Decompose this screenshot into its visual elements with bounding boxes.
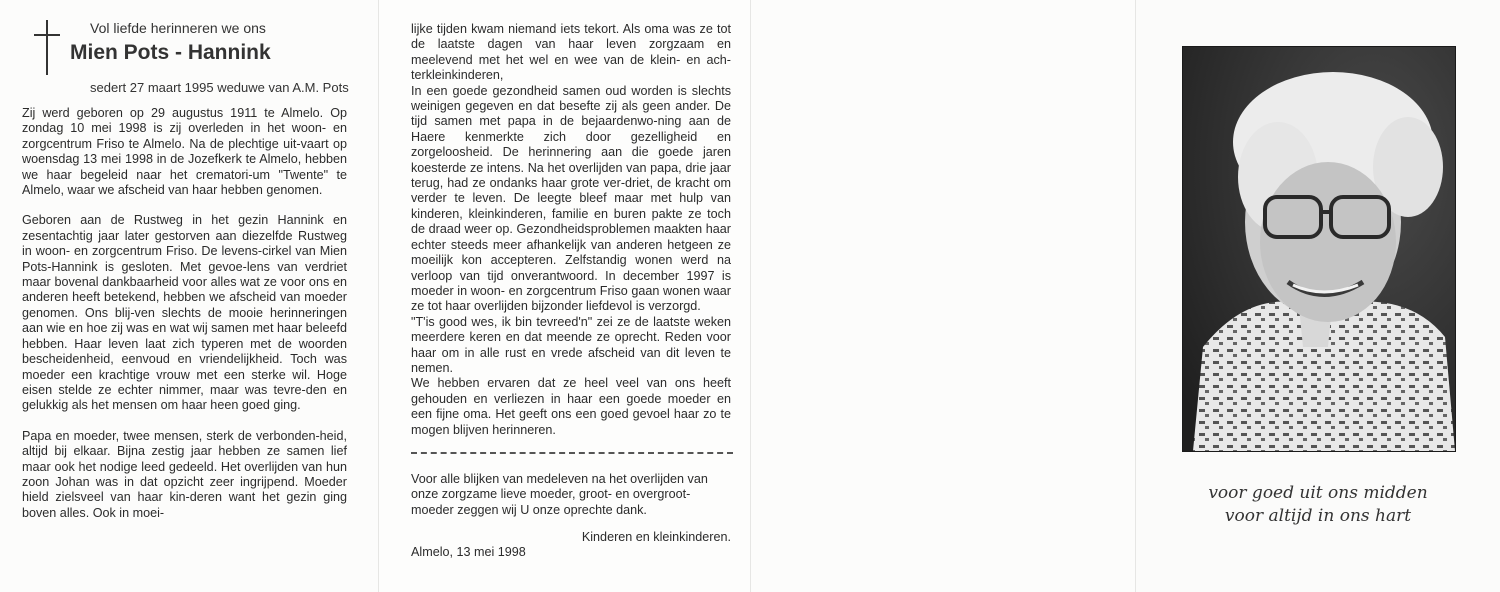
portrait-illustration: [1183, 47, 1455, 451]
widow-note: sedert 27 maart 1995 weduwe van A.M. Pots: [90, 80, 349, 95]
paragraph: Papa en moeder, twee mensen, sterk de verbonden-heid, altijd bij elkaar. Bijna zestig jaar hebben ze samen lief maar ook het nodige leed gedeeld. Het overlijden van hun zoon Johan was in dat opzicht zeer ingrijpend. Moeder hield zielsveel van haar kin-deren want het gezin ging boven alles. Ook in moei-: [22, 428, 347, 520]
paragraph: Geboren aan de Rustweg in het gezin Hannink en zesentachtig jaar later gestorven aan diezelfde Rustweg in woon- en zorgcentrum Friso. De levens-cirkel van Mien Pots-Hannink is gesloten. Met gevoe-lens van verdriet maar bovenal dankbaarheid voor alles wat ze voor ons en anderen heeft betekend, hebben we afscheid van moeder genomen. Ons blij-ven slechts de mooie herinneringen aan wie en hoe zij was en wat wij samen met haar beleefd hebben. Haar leven laat zich typeren met de woorden bescheidenheid, eenvoud en vriendelijkheid. Toch was moeder een krachtige vrouw met een sterke wil. Hoge eisen stelde ze echter nimmer, maar was tevre-den en gelukkig als het mensen om haar heen goed ging.: [22, 213, 347, 413]
verse-line: voor altijd in ons hart: [1224, 506, 1412, 526]
intro-text: Vol liefde herinneren we ons: [90, 20, 266, 36]
dashed-divider: [411, 452, 733, 454]
paragraph: "T'is good wes, ik bin tevreed'n" zei ze de laatste weken meerdere keren en dat meende ze oprecht. Reden voor haar om in alle rust en vrede afscheid van dit leven te nemen.: [411, 314, 731, 375]
text-column-1: [22, 106, 347, 536]
signoff: Kinderen en kleinkinderen.: [581, 530, 731, 544]
text-column-2: [411, 22, 731, 438]
paragraph: In een goede gezondheid samen oud worden is slechts weinigen gegeven en dat besefte zij als geen ander. De tijd samen met papa in de bejaardenwo-ning aan de Haere kenmerkte zich door gezelligheid en zorgeloosheid. De herinnering aan die goede jaren koesterde ze intens. Na het overlijden van papa, drie jaar terug, had ze ondanks haar grote ver-driet, de kracht om verder te leven. De leegte bleef maar met hulp van kinderen, kleinkinderen, familie en buren pakte ze toch de draad weer op. Gezondheidsproblemen maakten haar echter steeds meer afhankelijk van anderen hetgeen ze moeilijk kon accepteren. Zelfstandig wonen werd na verloop van tijd onverantwoord. In december 1997 is moeder in woon- en zorgcentrum Friso gaan wonen waar ze tot haar overlijden bijzonder liefdevol is verzorgd.: [411, 83, 731, 314]
portrait-photo: [1182, 46, 1456, 452]
panel-blank: [750, 0, 1135, 592]
paragraph: We hebben ervaren dat ze heel veel van ons heeft gehouden en verliezen in haar een goede moeder en een fijne oma. Het geeft ons een goed gevoel haar zo te mogen blijven herinneren.: [411, 376, 731, 437]
thanks-text: Voor alle blijken van medeleven na het overlijden van onze zorgzame lieve moeder, groot- en overgroot-moeder zeggen wij U onze oprechte dank.: [411, 472, 708, 517]
paragraph: Zij werd geboren op 29 augustus 1911 te Almelo. Op zondag 10 mei 1998 is zij overleden in het woon- en zorgcentrum Friso te Almelo. Na de plechtige uit-vaart op woensdag 13 mei 1998 in de Jozefkerk te Almelo, hebben we haar begeleid naar het crematori-um "Twente" te Almelo, waar we afscheid van haar hebben genomen.: [22, 106, 347, 198]
deceased-name: Mien Pots - Hannink: [70, 41, 271, 64]
place-date: Almelo, 13 mei 1998: [411, 545, 526, 559]
fold-line: [378, 0, 379, 592]
verse-line: voor goed uit ons midden: [1208, 483, 1428, 503]
fold-line: [750, 0, 751, 592]
fold-line: [1135, 0, 1136, 592]
memorial-verse: [1182, 482, 1454, 528]
paragraph: lijke tijden kwam niemand iets tekort. Als oma was ze tot de laatste dagen van haar leven zorgzaam en meelevend met het wel en wee van de klein- en ach-terkleinkinderen,: [411, 22, 731, 83]
